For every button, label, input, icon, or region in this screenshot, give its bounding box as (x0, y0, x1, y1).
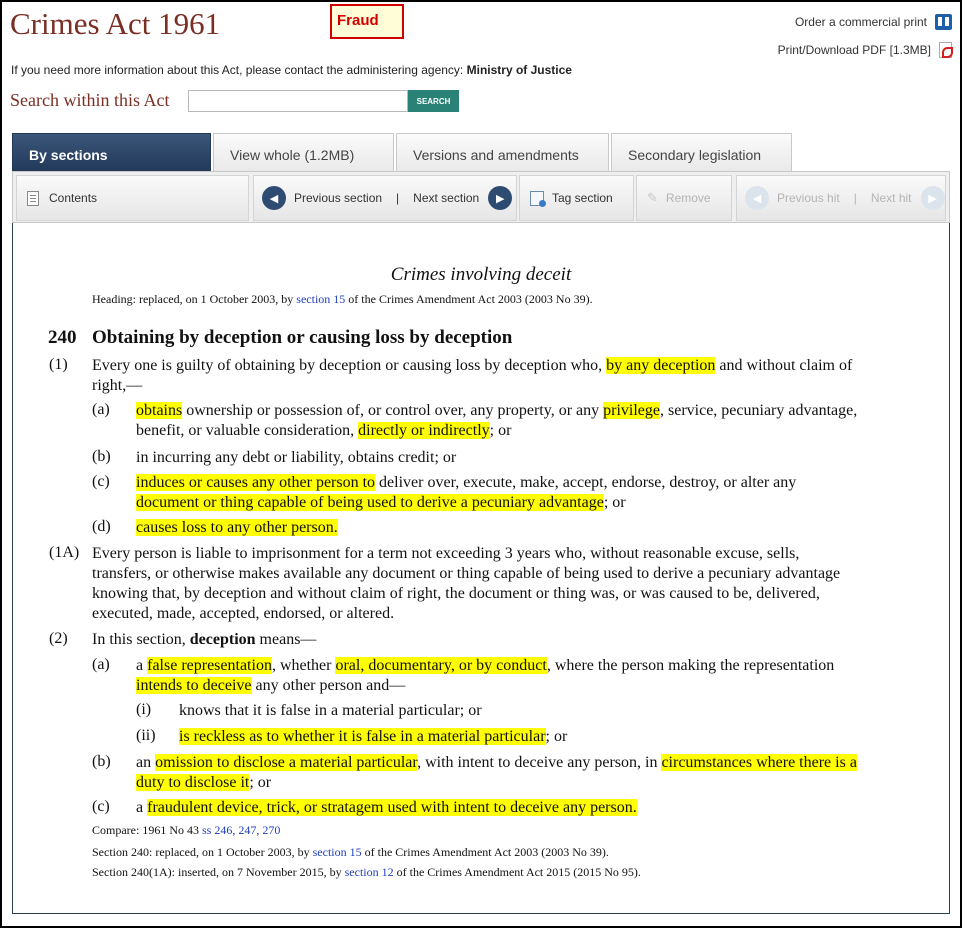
note-text: of the Crimes Amendment Act 2003 (2003 No 39). (345, 292, 593, 306)
text-run: a (136, 657, 148, 674)
ss-247-link[interactable]: 247 (238, 823, 257, 837)
text-run: transfers, or otherwise makes available any document or thing capable of being used to derive a pecuniary advantage (92, 565, 841, 582)
highlighted-text: oral, documentary, or by conduct (335, 657, 547, 674)
next-hit-button[interactable]: Next hit (870, 191, 912, 205)
nav-separator: | (396, 191, 400, 205)
note-text: of the Crimes Amendment Act 2003 (2003 No 39). (361, 845, 609, 859)
note-text: Section 240(1A): inserted, on 7 November 2015, by (92, 865, 345, 879)
ss-270-link[interactable]: 270 (262, 823, 281, 837)
text-run: , whether (271, 657, 336, 674)
subsection-1-text (92, 356, 932, 396)
text-run: deliver over, execute, make, accept, endorse, destroy, or alter any (375, 474, 797, 491)
paragraph-2a-text (136, 656, 936, 696)
text-run: and without claim of (715, 357, 853, 374)
section-heading (48, 327, 512, 349)
hit-nav (736, 175, 946, 221)
heading-history-note (92, 292, 593, 307)
highlighted-text: induces or causes any other person to (136, 474, 376, 491)
subparagraph-label: (ii) (136, 727, 156, 744)
highlighted-text: privilege (603, 402, 660, 419)
text-run: ; or (489, 422, 512, 439)
part-heading: Crimes involving deceit (390, 264, 572, 285)
section-title: Obtaining by deception or causing loss by deception (92, 327, 513, 348)
agency-info (11, 63, 572, 77)
subparagraph-label: (i) (136, 701, 152, 718)
tab-view-whole[interactable]: View whole (1.2MB) (213, 133, 394, 171)
remove-label: Remove (665, 191, 711, 205)
print-pdf-link[interactable]: Print/Download PDF [1.3MB] (777, 43, 931, 57)
pencil-icon: ✎ (647, 190, 658, 205)
note-text: ss (202, 823, 215, 837)
highlighted-text: false representation (147, 657, 272, 674)
previous-hit-button[interactable]: Previous hit (777, 191, 840, 205)
next-arrow-icon[interactable]: ▶ (488, 186, 512, 210)
tab-by-sections[interactable]: By sections (12, 133, 211, 171)
text-run: in incurring any debt or liability, obtains credit; or (136, 449, 457, 466)
section-12-link[interactable]: section 12 (344, 865, 394, 879)
subsection-history-note (92, 865, 641, 880)
agency-name: Ministry of Justice (466, 63, 572, 77)
paragraph-d-text (136, 518, 936, 538)
highlighted-text: causes loss to any other person. (136, 519, 338, 536)
paragraph-label: (b) (92, 448, 111, 465)
paragraph-label: (d) (92, 518, 111, 535)
pdf-icon[interactable] (939, 42, 952, 58)
previous-arrow-icon[interactable]: ◀ (262, 186, 286, 210)
text-run: right,— (92, 377, 143, 394)
section-nav (253, 175, 517, 221)
paragraph-label: (a) (92, 401, 110, 418)
text-run: In this section, (92, 631, 190, 648)
section-15-link[interactable]: section 15 (312, 845, 362, 859)
paragraph-label: (b) (92, 753, 111, 770)
tag-section-label: Tag section (552, 191, 613, 205)
tab-secondary-legislation[interactable]: Secondary legislation (611, 133, 792, 171)
tag-section-button[interactable] (519, 175, 634, 221)
text-run: Every one is guilty of obtaining by deception or causing loss by deception who, (92, 357, 607, 374)
search-label: Search within this Act (10, 90, 170, 110)
section-toolbar (12, 171, 950, 223)
text-run: , where the person making the representation (546, 657, 835, 674)
subsection-2-text (92, 630, 892, 650)
remove-button[interactable] (636, 175, 732, 221)
subsection-1a-text (92, 544, 942, 624)
paragraph-2b-text (136, 753, 936, 793)
subparagraph-i-text (179, 701, 879, 721)
highlighted-text: duty to disclose it (136, 774, 250, 791)
contents-button[interactable] (16, 175, 249, 221)
text-run: executed, made, accepted, endorsed, or altered. (92, 605, 395, 622)
paragraph-c-text (136, 473, 936, 513)
agency-info-text: If you need more information about this Act, please contact the administering agency: (11, 63, 467, 77)
fraud-annotation-label: Fraud (330, 4, 404, 39)
subsection-label: (1A) (49, 544, 80, 561)
section-content (12, 223, 950, 914)
tag-icon (530, 191, 544, 206)
paragraph-a-text (136, 401, 936, 441)
text-run: , service, pecuniary advantage, (660, 402, 858, 419)
search-input[interactable] (188, 90, 408, 112)
highlighted-text: omission to disclose a material particular (155, 754, 418, 771)
next-hit-arrow-icon[interactable]: ▶ (921, 186, 945, 210)
text-run: any other person and— (251, 677, 406, 694)
section-number: 240 (48, 327, 77, 348)
note-text: Compare: 1961 No 43 (92, 823, 202, 837)
previous-hit-arrow-icon[interactable]: ◀ (745, 186, 769, 210)
paragraph-label: (c) (92, 473, 110, 490)
text-run: ownership or possession of, or control over, any property, or any (182, 402, 604, 419)
subsection-label: (2) (49, 630, 68, 647)
paragraph-label: (a) (92, 656, 110, 673)
text-run: means— (255, 631, 317, 648)
section-15-link[interactable]: section 15 (296, 292, 346, 306)
order-print-link[interactable]: Order a commercial print (794, 15, 927, 29)
note-text: of the Crimes Amendment Act 2015 (2015 No 95). (393, 865, 641, 879)
tab-versions-amendments[interactable]: Versions and amendments (396, 133, 609, 171)
highlighted-text: is reckless as to whether it is false in a material particular (179, 728, 546, 745)
hit-separator: | (853, 191, 857, 205)
text-run: , with intent to deceive any person, in (417, 754, 662, 771)
top-links (778, 8, 952, 64)
highlighted-text: directly or indirectly (358, 422, 490, 439)
highlighted-text: by any deception (606, 357, 716, 374)
book-icon[interactable] (935, 14, 952, 30)
subsection-label: (1) (49, 356, 68, 373)
next-section-button[interactable]: Next section (413, 191, 480, 205)
defined-term: deception (189, 631, 256, 648)
highlighted-text: circumstances where there is a (661, 754, 857, 771)
text-run: knowing that, by deception and without claim of right, the document or thing was, or was caused to be, delivered, (92, 585, 820, 602)
contents-label: Contents (49, 191, 98, 205)
highlighted-text: document or thing capable of being used to derive a pecuniary advantage (136, 494, 604, 511)
page-title: Crimes Act 1961 (10, 6, 221, 41)
paragraph-label: (c) (92, 798, 110, 815)
text-run: Every person is liable to imprisonment for a term not exceeding 3 years who, without reasonable excuse, sells, (92, 545, 800, 562)
text-run: ; or (545, 728, 568, 745)
note-text: Section 240: replaced, on 1 October 2003, by (92, 845, 313, 859)
highlighted-text: fraudulent device, trick, or stratagem used with intent to deceive any person. (147, 799, 637, 816)
section-history-note (92, 845, 609, 860)
text-run: ; or (249, 774, 272, 791)
paragraph-2c-text (136, 798, 936, 818)
ss-246-link[interactable]: 246 (214, 823, 233, 837)
text-run: a (136, 799, 148, 816)
highlighted-text: intends to deceive (136, 677, 252, 694)
highlighted-text: obtains (136, 402, 183, 419)
text-run: knows that it is false in a material particular; or (179, 702, 482, 719)
subparagraph-ii-text (179, 727, 879, 747)
search-button[interactable]: SEARCH (408, 90, 459, 112)
compare-note: Compare: 1961 No 43 ss 246, 247, 270 (92, 823, 281, 837)
previous-section-button[interactable]: Previous section (294, 191, 383, 205)
note-text: Heading: replaced, on 1 October 2003, by (92, 292, 297, 306)
text-run: benefit, or valuable consideration, (136, 422, 359, 439)
text-run: an (136, 754, 156, 771)
contents-icon (27, 191, 39, 206)
text-run: ; or (603, 494, 626, 511)
paragraph-b-text (136, 448, 936, 468)
